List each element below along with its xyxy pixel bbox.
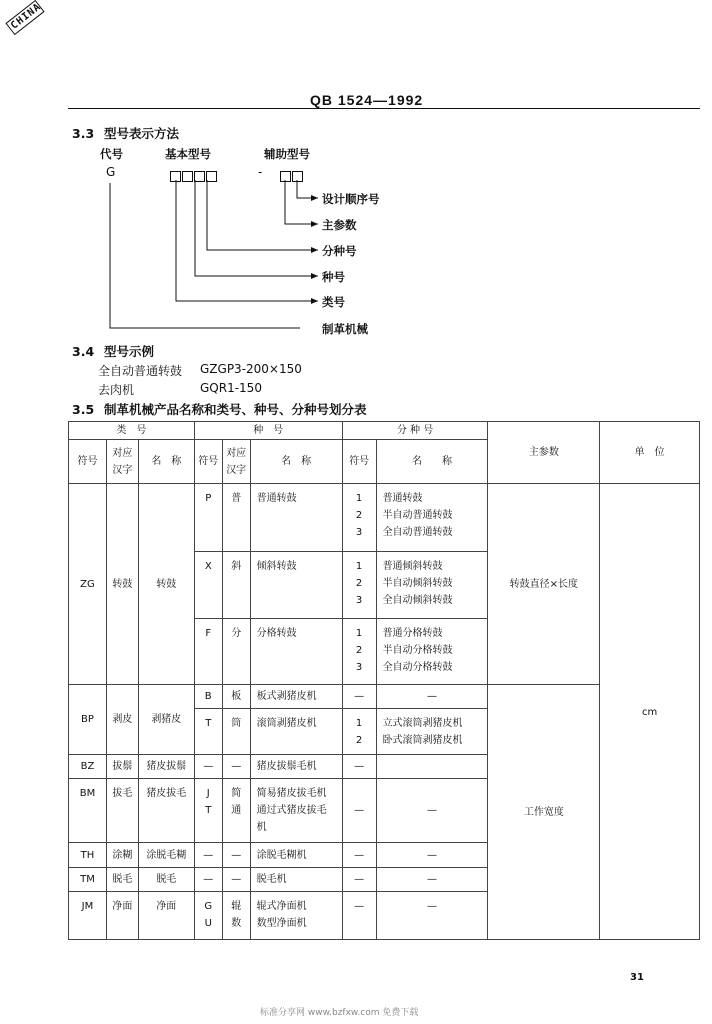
bz-sub-name xyxy=(376,755,488,779)
tm-sub-name: — xyxy=(376,868,488,892)
kind-name: 数型净面机 xyxy=(256,918,307,929)
tm-sub-code: — xyxy=(342,868,376,892)
sub-code: 2 xyxy=(355,645,363,656)
section-title: 制革机械产品名称和类号、种号、分种号划分表 xyxy=(104,402,367,417)
bm-main-param: 工作宽度 xyxy=(488,685,600,940)
sub-name: 全自动分格转鼓 xyxy=(382,662,453,673)
header-sub-name: 名 称 xyxy=(376,440,488,484)
bz-kind-name: 猪皮拔鬃毛机 xyxy=(250,755,342,779)
tm-kind-code: — xyxy=(194,868,222,892)
kind-code: G xyxy=(204,901,213,912)
example-2-name: 去肉机 xyxy=(98,383,135,397)
bm-sub-name: — xyxy=(376,779,488,843)
x-code: X xyxy=(194,552,222,619)
bz-kind-char: — xyxy=(222,755,250,779)
th-kind-code: — xyxy=(194,843,222,868)
header-class-name: 名 称 xyxy=(138,440,194,484)
bm-code: BM xyxy=(69,779,107,843)
kind-name: 通过式猪皮拔毛 xyxy=(256,805,327,816)
t-char: 筒 xyxy=(222,709,250,755)
sub-code: 2 xyxy=(355,510,363,521)
sub-name: 全自动普通转鼓 xyxy=(382,527,453,538)
header-kind-name: 名 称 xyxy=(250,440,342,484)
th-sub-code: — xyxy=(342,843,376,868)
bz-kind-code: — xyxy=(194,755,222,779)
footer-watermark: 标准分享网 www.bzfxw.com 免费下载 xyxy=(260,1008,419,1018)
b-code: B xyxy=(194,685,222,709)
sub-name: 普通倾斜转鼓 xyxy=(382,561,443,572)
bp-char: 剥皮 xyxy=(106,685,138,755)
t-code: T xyxy=(194,709,222,755)
zg-code: ZG xyxy=(69,484,107,685)
b-char: 板 xyxy=(222,685,250,709)
bz-char: 拔鬃 xyxy=(106,755,138,779)
tm-code: TM xyxy=(69,868,107,892)
standard-number: QB 1524—1992 xyxy=(310,92,424,108)
legend-class: 类号 xyxy=(322,295,345,309)
sub-name: 半自动普通转鼓 xyxy=(382,510,453,521)
th-kind-char: — xyxy=(222,843,250,868)
classification-table xyxy=(68,421,700,940)
bm-name: 猪皮拔毛 xyxy=(138,779,194,843)
kind-code: J xyxy=(206,788,210,799)
sub-code: 2 xyxy=(355,578,363,589)
legend-sub-kind: 分种号 xyxy=(322,244,357,258)
page-number: 31 xyxy=(630,972,644,983)
th-name: 涂脱毛糊 xyxy=(138,843,194,868)
jm-sub-name: — xyxy=(376,892,488,940)
b-sub-name: — xyxy=(376,685,488,709)
header-kind-code: 符号 xyxy=(194,440,222,484)
jm-sub-code: — xyxy=(342,892,376,940)
header-sub-kind: 分 种 号 xyxy=(342,422,488,440)
jm-char: 净面 xyxy=(106,892,138,940)
kind-code: T xyxy=(205,805,212,816)
example-1-name: 全自动普通转鼓 xyxy=(98,364,183,378)
example-2-model: GQR1-150 xyxy=(200,381,262,395)
legend-design-seq: 设计顺序号 xyxy=(322,192,380,206)
sub-code: 1 xyxy=(355,718,363,729)
header-class: 类 号 xyxy=(69,422,195,440)
section-number: 3.3 xyxy=(72,126,95,141)
sub-code: 1 xyxy=(355,561,363,572)
kind-char: 辊 xyxy=(231,901,242,912)
sub-code: 2 xyxy=(355,735,363,746)
sub-name: 半自动倾斜转鼓 xyxy=(382,578,453,589)
section-3-5-heading xyxy=(72,400,367,418)
f-char: 分 xyxy=(222,619,250,685)
sub-name: 全自动倾斜转鼓 xyxy=(382,595,453,606)
sub-code: 3 xyxy=(355,595,363,606)
kind-name: 机 xyxy=(256,822,267,833)
tm-char: 脱毛 xyxy=(106,868,138,892)
bm-sub-code: — xyxy=(342,779,376,843)
sub-code: 1 xyxy=(355,493,363,504)
label-code: 代号 xyxy=(100,147,123,161)
sub-code: 1 xyxy=(355,628,363,639)
section-title: 型号示例 xyxy=(104,344,155,359)
zg-char: 转鼓 xyxy=(106,484,138,685)
model-dash: - xyxy=(258,165,263,179)
b-name: 板式剥猪皮机 xyxy=(250,685,342,709)
header-class-char: 对应汉字 xyxy=(106,440,138,484)
jm-code: JM xyxy=(69,892,107,940)
section-title: 型号表示方法 xyxy=(104,126,180,141)
th-sub-name: — xyxy=(376,843,488,868)
legend-kind: 种号 xyxy=(322,270,345,284)
x-char: 斜 xyxy=(222,552,250,619)
th-kind-name: 涂脱毛糊机 xyxy=(250,843,342,868)
bm-char: 拔毛 xyxy=(106,779,138,843)
header-unit: 单 位 xyxy=(600,422,700,484)
p-code: P xyxy=(194,484,222,552)
sub-name: 立式滚筒剥猪皮机 xyxy=(382,718,463,729)
code-letter: G xyxy=(106,165,116,179)
kind-char: 简 xyxy=(231,788,242,799)
f-name: 分格转鼓 xyxy=(250,619,342,685)
f-code: F xyxy=(194,619,222,685)
label-aux-model: 辅助型号 xyxy=(264,147,310,161)
sub-name: 半自动分格转鼓 xyxy=(382,645,453,656)
model-diagram-lines xyxy=(0,0,712,345)
bz-sub-code: — xyxy=(342,755,376,779)
tm-name: 脱毛 xyxy=(138,868,194,892)
bz-code: BZ xyxy=(69,755,107,779)
sub-name: 普通分格转鼓 xyxy=(382,628,443,639)
p-name: 普通转鼓 xyxy=(250,484,342,552)
header-sub-code: 符号 xyxy=(342,440,376,484)
header-class-code: 符号 xyxy=(69,440,107,484)
t-name: 滚筒剥猪皮机 xyxy=(250,709,342,755)
tm-kind-name: 脱毛机 xyxy=(250,868,342,892)
legend-leather-machinery: 制革机械 xyxy=(322,322,368,336)
th-char: 涂糊 xyxy=(106,843,138,868)
kind-char: 数 xyxy=(231,918,242,929)
th-code: TH xyxy=(69,843,107,868)
bp-name: 剥猪皮 xyxy=(138,685,194,755)
bp-code: BP xyxy=(69,685,107,755)
x-name: 倾斜转鼓 xyxy=(250,552,342,619)
sub-code: 3 xyxy=(355,527,363,538)
bz-name: 猪皮拔鬃 xyxy=(138,755,194,779)
unit-cm: cm xyxy=(600,484,700,940)
header-kind-char: 对应汉字 xyxy=(222,440,250,484)
kind-char: 通 xyxy=(231,805,242,816)
section-number: 3.5 xyxy=(72,402,95,417)
sub-name: 普通转鼓 xyxy=(382,493,423,504)
label-basic-model: 基本型号 xyxy=(165,147,211,161)
table-row xyxy=(69,484,700,552)
p-char: 普 xyxy=(222,484,250,552)
kind-name: 辊式净面机 xyxy=(256,901,307,912)
section-3-4-heading xyxy=(72,342,154,360)
kind-code: U xyxy=(204,918,212,929)
zg-main-param: 转鼓直径×长度 xyxy=(488,484,600,685)
sub-code: 3 xyxy=(355,662,363,673)
section-number: 3.4 xyxy=(72,344,95,359)
kind-name: 简易猪皮拔毛机 xyxy=(256,788,327,799)
zg-name: 转鼓 xyxy=(138,484,194,685)
legend-main-param: 主参数 xyxy=(322,218,357,232)
b-sub-code: — xyxy=(342,685,376,709)
header-kind: 种 号 xyxy=(194,422,342,440)
header-main-param: 主参数 xyxy=(488,422,600,484)
tm-kind-char: — xyxy=(222,868,250,892)
china-stamp: CHINA xyxy=(5,0,44,35)
jm-name: 净面 xyxy=(138,892,194,940)
sub-name: 卧式滚筒剥猪皮机 xyxy=(382,735,463,746)
example-1-model: GZGP3-200×150 xyxy=(200,362,302,376)
